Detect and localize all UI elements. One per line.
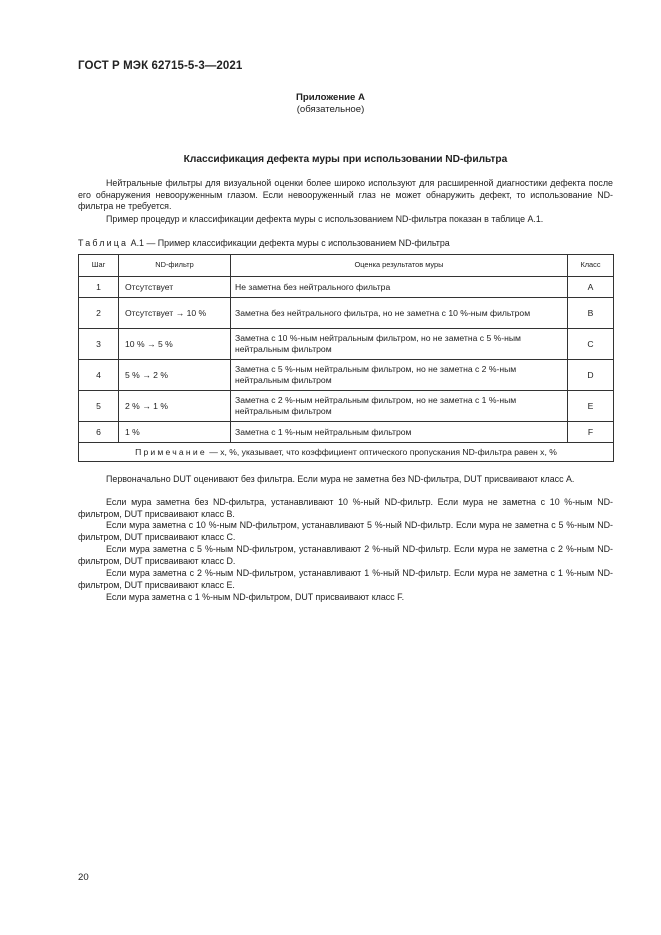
header-step: Шаг <box>79 255 119 277</box>
table-row <box>79 298 614 329</box>
section-title: Классификация дефекта муры при использовании ND-фильтра <box>183 154 508 165</box>
cell-evaluation: Не заметна без нейтрального фильтра <box>231 277 568 298</box>
cell-step: 3 <box>79 329 119 360</box>
table-header-row <box>79 255 614 277</box>
cell-filter: 5 % → 2 % <box>119 360 231 391</box>
table-row <box>79 277 614 298</box>
cell-step: 4 <box>79 360 119 391</box>
cell-evaluation: Заметна без нейтрального фильтра, но не заметна с 10 %-ным фильтром <box>231 298 568 329</box>
cell-filter: 10 % → 5 % <box>119 329 231 360</box>
table-row <box>79 329 614 360</box>
table-row <box>79 360 614 391</box>
cell-step: 5 <box>79 391 119 422</box>
table-note-row <box>79 443 614 462</box>
document-header: ГОСТ Р МЭК 62715-5-3—2021 <box>78 60 243 72</box>
cell-evaluation: Заметна с 1 %-ным нейтральным фильтром <box>231 422 568 443</box>
cell-evaluation: Заметна с 10 %-ным нейтральным фильтром, но не заметна с 5 %-ным нейтральным фильтром <box>231 329 568 360</box>
annex-heading <box>0 92 661 116</box>
body-paragraph-4: Если мура заметна с 5 %-ным ND-фильтром, устанавливают 2 %-ный ND-фильтр. Если мура не заметна с 2 %-ным ND-фильтром, DUT присваивают класс D. <box>78 544 613 566</box>
table-row <box>79 391 614 422</box>
table-caption <box>78 238 450 248</box>
header-evaluation: Оценка результатов муры <box>231 255 568 277</box>
cell-class: E <box>568 391 614 422</box>
cell-class: C <box>568 329 614 360</box>
table-note-text: — x, %, указывает, что коэффициент оптического пропускания ND-фильтра равен x, % <box>206 446 557 457</box>
cell-class: F <box>568 422 614 443</box>
intro-paragraph-2: Пример процедур и классификации дефекта муры с использованием ND-фильтра показан в таблице А.1. <box>106 214 544 224</box>
intro-paragraph-1: Нейтральные фильтры для визуальной оценки более широко используют для расширенной диагностики дефекта после его обнаружения невооруженным глазом. Если невооруженный глаз не может обнаружить дефект, то использование ND-фильтра не требуется. <box>78 178 613 212</box>
page-number: 20 <box>78 872 89 883</box>
body-paragraph-2: Если мура заметна без ND-фильтра, устанавливают 10 %-ный ND-фильтр. Если мура не заметна с 10 %-ным ND-фильтром, DUT присваивают класс В. <box>78 497 613 519</box>
cell-evaluation: Заметна с 5 %-ным нейтральным фильтром, но не заметна с 2 %-ным нейтральным фильтром <box>231 360 568 391</box>
cell-filter: 2 % → 1 % <box>119 391 231 422</box>
body-paragraph-3: Если мура заметна с 10 %-ным ND-фильтром, устанавливают 5 %-ный ND-фильтр. Если мура не заметна с 5 %-ным ND-фильтром, DUT присваивают класс С. <box>78 520 613 542</box>
cell-step: 1 <box>79 277 119 298</box>
cell-filter: Отсутствует → 10 % <box>119 298 231 329</box>
table-caption-label: Таблица <box>78 238 129 248</box>
table-caption-text: А.1 — Пример классификации дефекта муры с использованием ND-фильтра <box>128 238 450 248</box>
annex-status: (обязательное) <box>296 104 365 115</box>
classification-table <box>78 254 614 462</box>
body-paragraph-1: Первоначально DUT оценивают без фильтра. Если мура не заметна без ND-фильтра, DUT присваивают класс А. <box>106 474 575 484</box>
body-paragraph-6: Если мура заметна с 1 %-ным ND-фильтром, DUT присваивают класс F. <box>106 592 405 602</box>
table-note-label: Примечание <box>135 446 207 457</box>
cell-class: B <box>568 298 614 329</box>
annex-title: Приложение А <box>296 92 365 103</box>
header-filter: ND-фильтр <box>119 255 231 277</box>
table-row <box>79 422 614 443</box>
cell-filter: Отсутствует <box>119 277 231 298</box>
cell-step: 6 <box>79 422 119 443</box>
cell-class: D <box>568 360 614 391</box>
body-paragraph-5: Если мура заметна с 2 %-ным ND-фильтром, устанавливают 1 %-ный ND-фильтр. Если мура не заметна с 1 %-ным ND-фильтром, DUT присваивают класс Е. <box>78 568 613 590</box>
cell-class: A <box>568 277 614 298</box>
cell-evaluation: Заметна с 2 %-ным нейтральным фильтром, но не заметна с 1 %-ным нейтральным фильтром <box>231 391 568 422</box>
cell-step: 2 <box>79 298 119 329</box>
header-class: Класс <box>568 255 614 277</box>
table-note <box>79 443 614 462</box>
cell-filter: 1 % <box>119 422 231 443</box>
